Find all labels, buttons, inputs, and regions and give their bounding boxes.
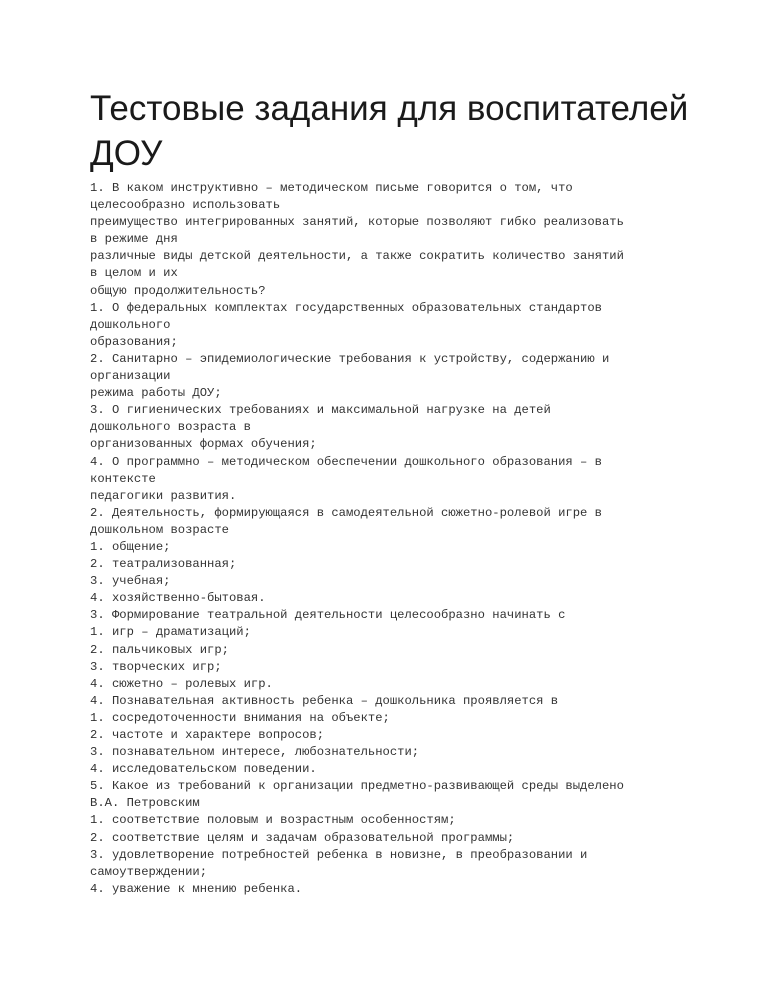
text-line: 3. познавательном интересе, любознательности;: [90, 745, 420, 760]
text-line: 1. общение;: [90, 539, 171, 554]
text-line: 1. игр – драматизаций;: [90, 625, 251, 640]
text-line: самоутверждении;: [90, 864, 208, 879]
text-line: 2. частоте и характере вопросов;: [90, 728, 325, 742]
text-line: 1. В каком инструктивно – методическом письме говорится о том, что: [90, 181, 573, 195]
text-line: 1. О федеральных комплектах государственных образовательных стандартов: [90, 300, 602, 315]
text-line: 2. соответствие целям и задачам образовательной программы;: [90, 830, 515, 845]
document-body: [90, 180, 690, 898]
text-line: организованных формах обучения;: [90, 437, 317, 452]
text-line: дошкольного возраста в: [90, 420, 251, 435]
text-line: в целом и их: [90, 266, 178, 281]
text-line: 3. учебная;: [90, 574, 171, 589]
text-line: преимущество интегрированных занятий, которые позволяют гибко реализовать: [90, 215, 624, 230]
text-line: 3. Формирование театральной деятельности целесообразно начинать с: [90, 608, 566, 623]
text-line: контексте: [90, 471, 156, 486]
text-line: дошкольного: [90, 317, 171, 332]
text-line: 4. сюжетно – ролевых игр.: [90, 676, 273, 691]
text-line: 2. пальчиковых игр;: [90, 642, 229, 657]
text-line: В.А. Петровским: [90, 796, 200, 811]
text-line: различные виды детской деятельности, а также сократить количество занятий: [90, 249, 624, 264]
text-line: режима работы ДОУ;: [90, 386, 222, 401]
text-line: в режиме дня: [90, 232, 178, 247]
text-line: 2. Деятельность, формирующаяся в самодеятельной сюжетно-ролевой игре в: [90, 505, 602, 520]
text-line: 3. удовлетворение потребностей ребенка в новизне, в преобразовании и: [90, 847, 588, 862]
text-line: 4. уважение к мнению ребенка.: [90, 881, 303, 896]
text-line: организации: [90, 369, 171, 384]
text-line: 2. Санитарно – эпидемиологические требования к устройству, содержанию и: [90, 351, 610, 366]
text-line: дошкольном возрасте: [90, 522, 229, 537]
text-line: педагогики развития.: [90, 488, 237, 503]
text-line: 1. сосредоточенности внимания на объекте;: [90, 710, 390, 725]
text-line: 3. творческих игр;: [90, 659, 222, 674]
text-line: целесообразно использовать: [90, 198, 281, 213]
text-line: 5. Какое из требований к организации предметно-развивающей среды выделено: [90, 779, 624, 794]
text-line: 3. О гигиенических требованиях и максимальной нагрузке на детей: [90, 403, 551, 418]
text-line: 4. исследовательском поведении.: [90, 762, 317, 777]
text-line: образования;: [90, 334, 178, 349]
text-line: общую продолжительность?: [90, 283, 266, 298]
text-line: 1. соответствие половым и возрастным особенностям;: [90, 813, 456, 828]
text-line: 4. хозяйственно-бытовая.: [90, 591, 266, 606]
text-line: 2. театрализованная;: [90, 557, 237, 572]
text-line: 4. Познавательная активность ребенка – дошкольника проявляется в: [90, 693, 559, 708]
document-title: Тестовые задания для воспитателей ДОУ: [90, 89, 689, 173]
text-line: 4. О программно – методическом обеспечении дошкольного образования – в: [90, 454, 602, 469]
